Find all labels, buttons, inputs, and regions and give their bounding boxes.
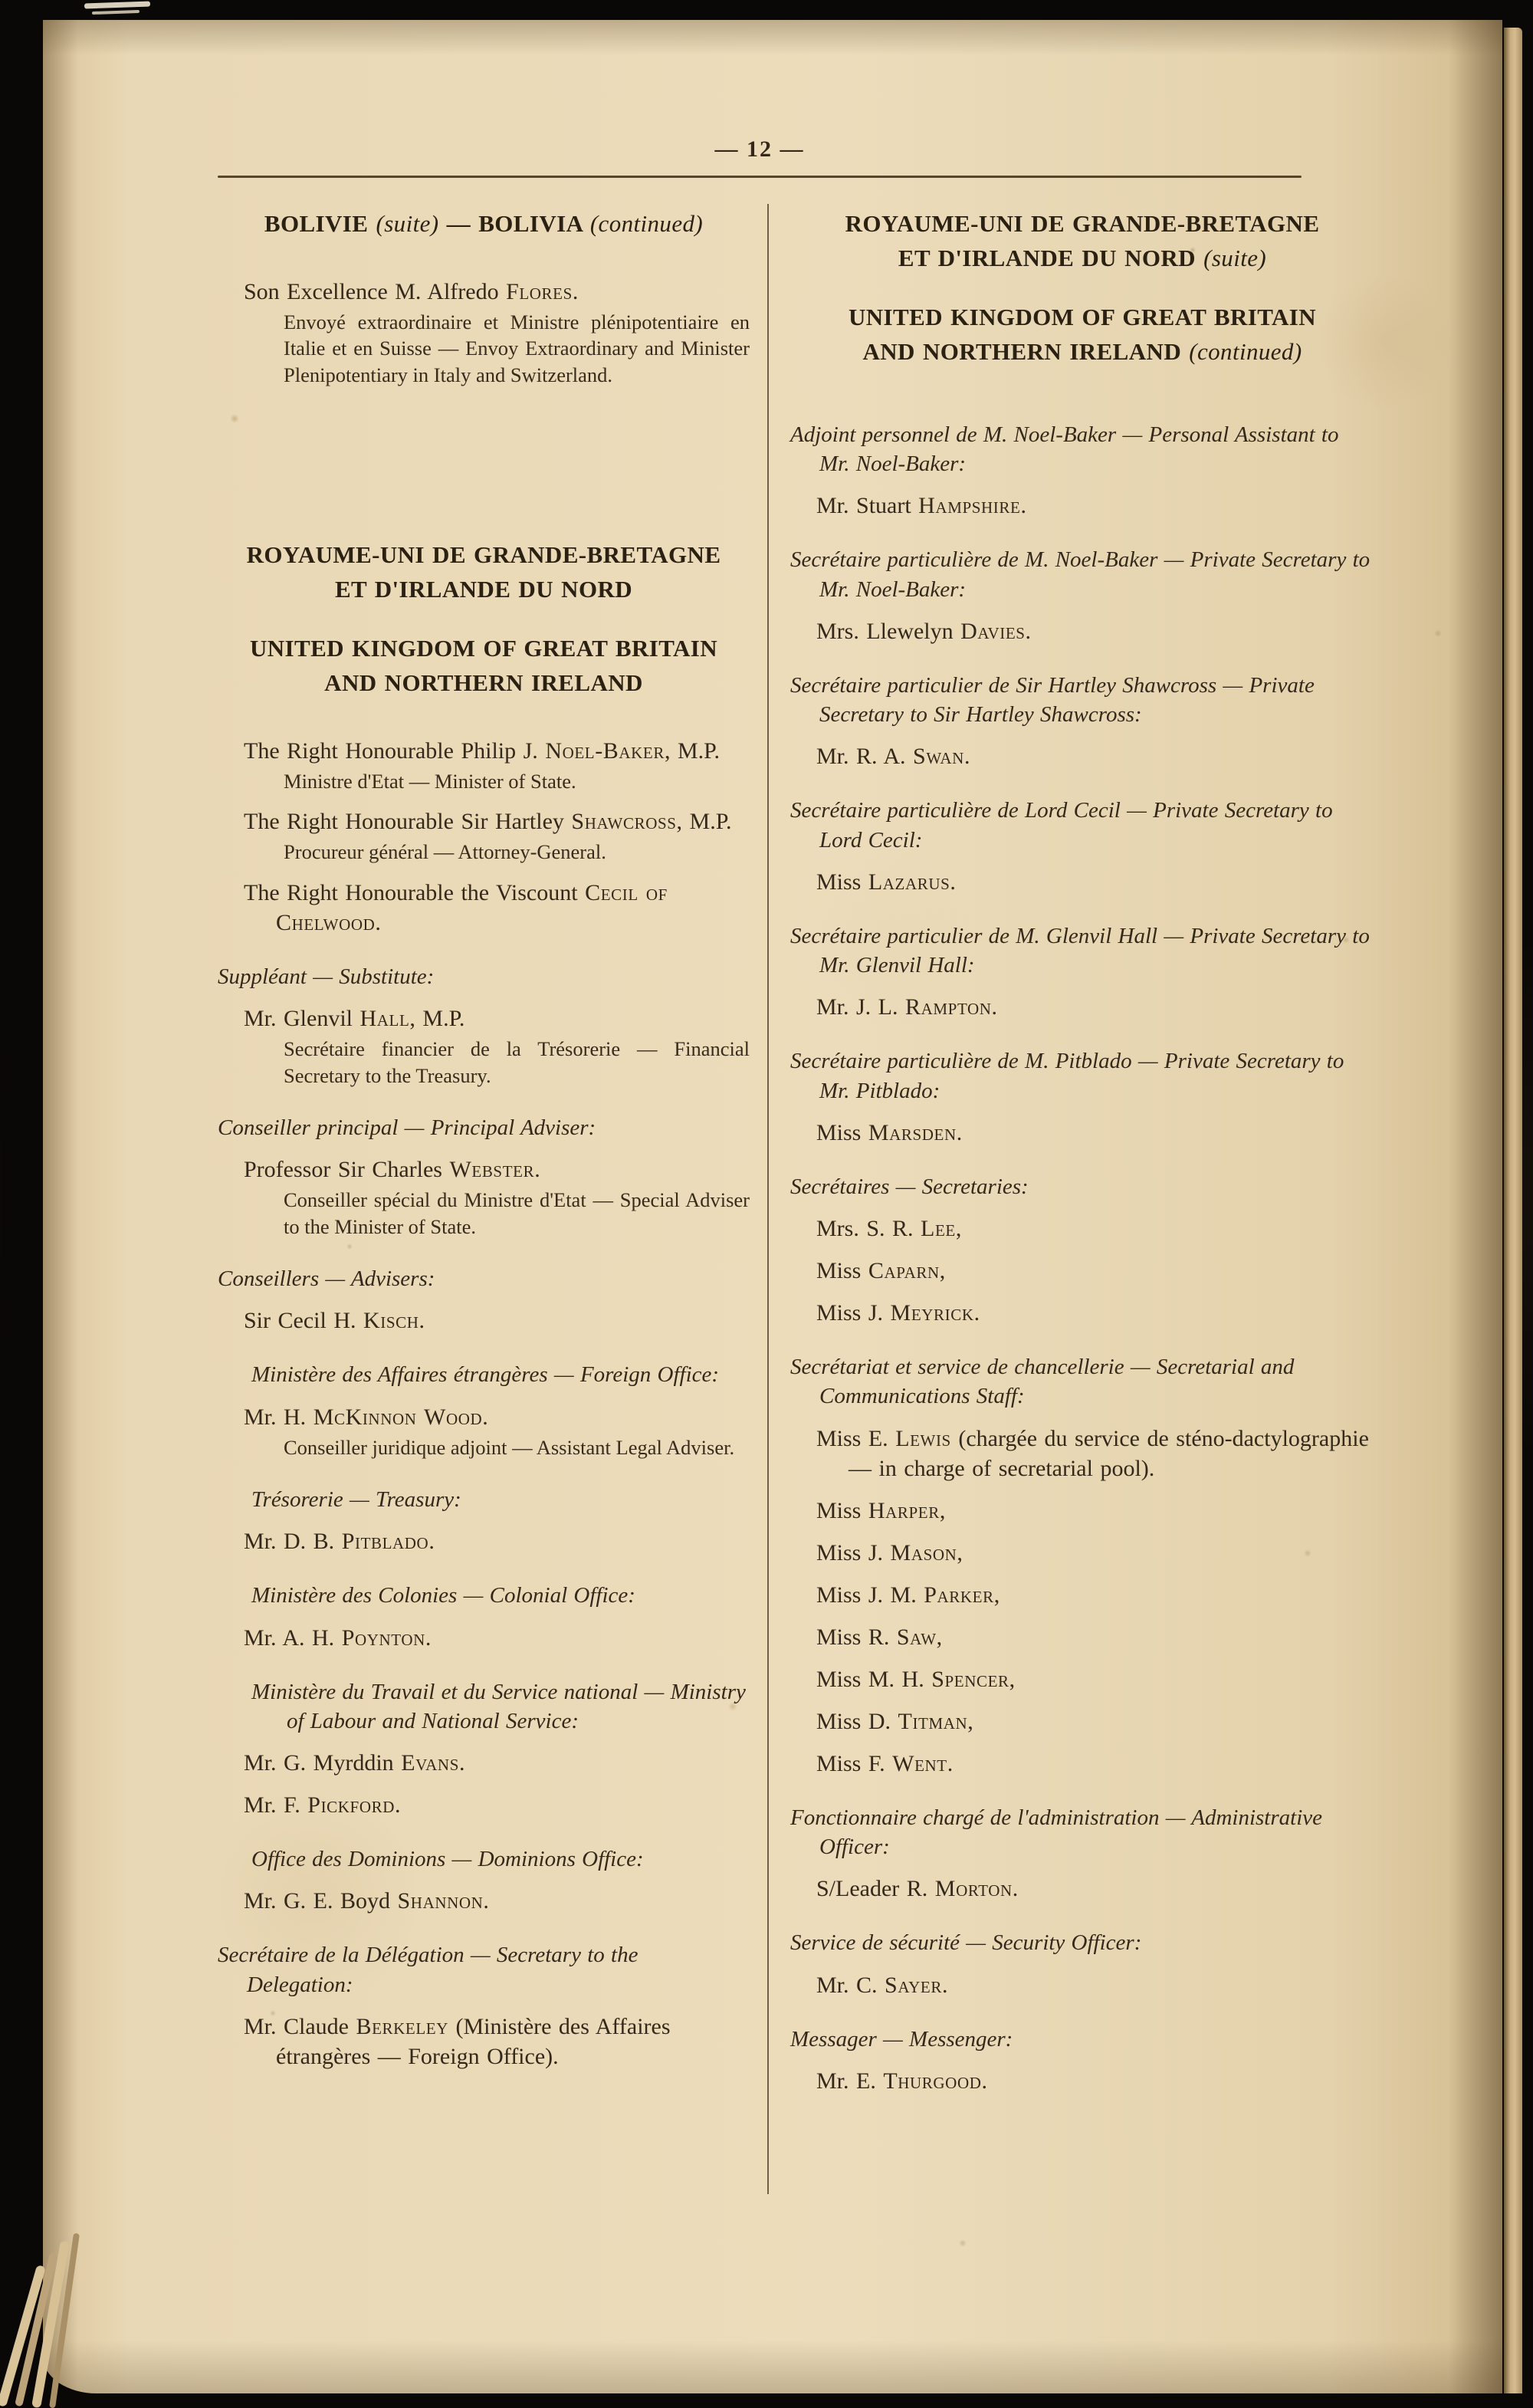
heading-line: BOLIVIE (suite) — BOLIVIA (continued) [264,210,704,237]
delegate-name: Son Excellence M. Alfredo Flores. [244,278,579,304]
delegate-name: Mr. R. A. Swan. [816,744,970,770]
delegate-name: Miss Caparn, [816,1258,946,1284]
delegate-name: Miss Marsden. [816,1119,963,1145]
spacer [218,388,750,503]
next-page-edge [1504,28,1522,2393]
delegate-name: Mr. H. McKinnon Wood. [244,1404,488,1430]
role-title: Secrétariat et service de chancellerie — Secretarial and Communications Staff: [790,1355,1295,1409]
delegate-name: Miss E. Lewis (chargée du service de sténo-dactylographie — in charge of secretarial pool). [816,1425,1369,1481]
delegate-name: Miss Harper, [816,1497,946,1523]
ministry-title: Ministère du Travail et du Service national — Ministry of Labour and National Service: [251,1679,746,1733]
role-title: Secrétaire particulier de Sir Hartley Shawcross — Private Secretary to Sir Hartley Shawcross: [790,672,1315,728]
role-title: Messager — Messenger: [790,2026,1013,2052]
heading-line: AND NORTHERN IRELAND (continued) [862,337,1302,365]
page-number: — 12 — [714,136,805,162]
ministry-title: Office des Dominions — Dominions Office: [251,1847,644,1872]
heading-line: ET D'IRLANDE DU NORD [334,576,633,603]
delegate-description: Conseiller spécial du Ministre d'Etat — Special Adviser to the Minister of State. [284,1188,750,1238]
role-title: Secrétaire particulier de M. Glenvil Hall — Private Secretary to Mr. Glenvil Hall: [790,923,1370,978]
delegate-name: Miss J. Meyrick. [816,1300,980,1326]
delegate-description: Ministre d'Etat — Minister of State. [284,770,576,793]
delegate-description: Conseiller juridique adjoint — Assistant Legal Adviser. [284,1435,735,1459]
header-rule [218,176,1302,178]
delegate-name: Professor Sir Charles Webster. [244,1157,540,1183]
heading-line: ROYAUME-UNI DE GRANDE-BRETAGNE [246,541,721,569]
underlying-page-edge-top-2 [92,10,140,15]
document-page [43,20,1502,2393]
delegate-name: Mr. F. Pickford. [244,1792,401,1818]
heading-line: ROYAUME-UNI DE GRANDE-BRETAGNE [845,210,1320,237]
ministry-title: Trésorerie — Treasury: [251,1487,461,1513]
delegate-name: The Right Honourable the Viscount Cecil of Chelwood. [244,879,668,935]
delegate-name: Mr. Claude Berkeley (Ministère des Affaires étrangères — Foreign Office). [244,2013,671,2069]
role-title: Adjoint personnel de M. Noel-Baker — Personal Assistant to Mr. Noel-Baker: [790,422,1339,477]
role-title: Conseiller principal — Principal Adviser: [218,1115,596,1141]
left-column [218,207,750,2071]
ministry-title: Ministère des Colonies — Colonial Office: [251,1583,635,1608]
role-title: Secrétaire particulière de M. Noel-Baker — Private Secretary to Mr. Noel-Baker: [790,547,1371,602]
role-title: Service de sécurité — Security Officer: [790,1930,1142,1956]
delegate-name: Sir Cecil H. Kisch. [244,1308,425,1334]
right-column [790,207,1374,2096]
ministry-title: Ministère des Affaires étrangères — Foreign Office: [251,1362,720,1388]
role-title: Secrétaires — Secretaries: [790,1174,1029,1199]
delegate-description: Envoyé extraordinaire et Ministre plénipotentiaire en Italie et en Suisse — Envoy Extraordinary and Minister Plenipotentiary in Italy and Switzerland. [284,310,750,386]
delegate-name: S/Leader R. Morton. [816,1876,1019,1902]
delegate-name: Mr. A. H. Poynton. [244,1624,432,1651]
role-title: Suppléant — Substitute: [218,964,435,989]
delegate-name: Miss F. Went. [816,1750,954,1776]
underlying-page-edge-top [84,2,150,9]
delegate-description: Secrétaire financier de la Trésorerie — Financial Secretary to the Treasury. [284,1037,750,1087]
role-title: Fonctionnaire chargé de l'administration — Administrative Officer: [790,1805,1322,1859]
role-title: Secrétaire de la Délégation — Secretary to the Delegation: [218,1943,638,1997]
delegate-name: Mr. J. L. Rampton. [816,994,998,1020]
delegate-name: Miss J. M. Parker, [816,1582,1000,1608]
delegation-heading [218,207,750,241]
role-title: Secrétaire particulière de M. Pitblado — Private Secretary to Mr. Pitblado: [790,1049,1344,1103]
delegate-name: Mrs. S. R. Lee, [816,1216,962,1242]
heading-line: AND NORTHERN IRELAND [324,669,643,697]
delegate-name: Mr. E. Thurgood. [816,2068,987,2094]
role-title: Secrétaire particulière de Lord Cecil — Private Secretary to Lord Cecil: [790,798,1333,852]
delegate-name: Miss D. Titman, [816,1708,973,1734]
delegation-heading [218,538,750,607]
delegate-name: Miss M. H. Spencer, [816,1666,1016,1692]
role-title: Conseillers — Advisers: [218,1266,435,1292]
heading-line: UNITED KINGDOM OF GREAT BRITAIN [848,303,1317,330]
delegate-name: Mr. C. Sayer. [816,1972,948,1998]
delegate-name: Mrs. Llewelyn Davies. [816,618,1032,644]
delegate-name: The Right Honourable Sir Hartley Shawcross, M.P. [244,809,732,835]
delegate-name: The Right Honourable Philip J. Noel-Baker, M.P. [244,738,721,764]
column-divider [767,204,769,2194]
delegate-name: Miss J. Mason, [816,1539,963,1565]
heading-line: ET D'IRLANDE DU NORD (suite) [898,244,1267,271]
delegation-heading [790,301,1374,370]
delegation-heading [218,632,750,701]
heading-line: UNITED KINGDOM OF GREAT BRITAIN [249,635,718,662]
delegate-name: Miss R. Saw, [816,1624,943,1650]
delegate-name: Mr. D. B. Pitblado. [244,1529,435,1555]
delegate-name: Miss Lazarus. [816,869,956,895]
delegate-name: Mr. Glenvil Hall, M.P. [244,1006,465,1032]
delegate-name: Mr. G. Myrddin Evans. [244,1750,465,1776]
delegate-description: Procureur général — Attorney-General. [284,840,606,864]
delegate-name: Mr. Stuart Hampshire. [816,493,1026,519]
spacer [790,374,1374,396]
delegate-name: Mr. G. E. Boyd Shannon. [244,1888,489,1914]
delegation-heading [790,207,1374,276]
